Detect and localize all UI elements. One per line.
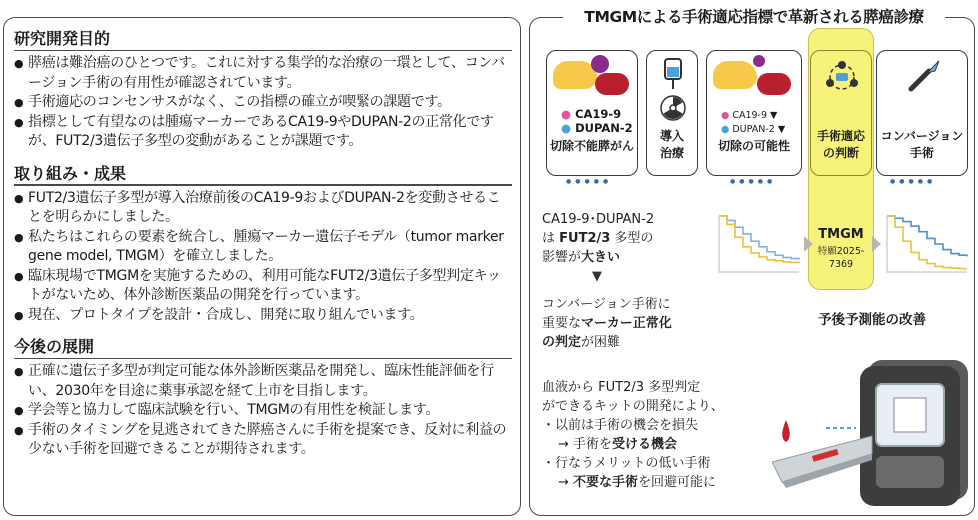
bullet-item: ● 手術のタイミングを見逃されてきた膵癌さんに手術を提案でき、反対に利益の少ない手術を回避できることが期待されます。 — [14, 421, 512, 460]
stage-induction-label-2: 治療 — [659, 146, 684, 160]
bullet-item: ● 正確に遺伝子多型が判定可能な体外診断医薬品を開発し、臨床性能評価を行い、2030年を目途に薬事承認を経て上市を目指します。 — [14, 362, 512, 401]
pancreas-icon — [713, 61, 757, 89]
stage-surgery-label-2: 手術 — [909, 146, 934, 160]
bullet-item: ● 膵癌は難治癌のひとつです。これに対する集学的な治療の一環として、コンバージョン手術の有用性が確認されています。 — [14, 54, 512, 93]
influence-text: CA19-9･DUPAN-2 は FUT2/3 多型の 影響が大きい ▼ — [542, 212, 655, 284]
down-arrow: ▼ — [592, 269, 602, 284]
stage-unresectable-label: 切除不能膵がん — [549, 139, 634, 153]
left-panel — [3, 17, 521, 516]
bullet-item: ● 指標として有望なのは腫瘍マーカーであるCA19-9やDUPAN-2の正常化ですが、FUT2/3遺伝子多型の変動があることが課題です。 — [14, 113, 512, 152]
marker-ca199-down: CA19-9 ▼ — [732, 110, 778, 121]
bullet-list — [14, 54, 512, 152]
tumor-cell-icon — [591, 55, 609, 73]
stage-unresectable: ● CA19-9 ● DUPAN-2 切除不能膵がん — [546, 50, 638, 176]
tmgm-patent-1: 特願2025- — [817, 246, 865, 257]
marker-ca199: CA19-9 — [575, 107, 622, 121]
diagnostic-device-icon — [772, 350, 972, 512]
bullet-list — [14, 362, 512, 460]
timeline-dots-1: ●●●●● — [566, 178, 613, 185]
section-title: 取り組み・成果 — [14, 161, 512, 186]
survival-curve-line — [887, 216, 967, 256]
section-title: 研究開発目的 — [14, 26, 512, 51]
survival-curve-right — [884, 213, 970, 275]
bullet-item: ● 現在、プロトタイプを設計・合成し、開発に取り組んでいます。 — [14, 306, 512, 326]
team-discussion-icon — [825, 59, 859, 93]
stage-decision-label-2: の判断 — [822, 146, 859, 160]
iv-drip-icon — [661, 57, 685, 91]
left-sections — [14, 26, 512, 460]
stage-induction-label-1: 導入 — [659, 129, 684, 143]
bullet-list — [14, 189, 512, 326]
bullet-item: ● 学会等と協力して臨床試験を行い、TMGMの有用性を検証します。 — [14, 401, 512, 421]
stage-surgery-label-1: コンバージョン — [880, 129, 964, 143]
kit-text: 血液から FUT2/3 多型判定 ができるキットの開発により、 ・以前は手術の機会を損失 → 手術を受ける機会 ・行なうメリットの低い手術 → 不要な手術を回避可能に — [542, 380, 724, 490]
bullet-item: ● 手術適応のコンセンサスがなく、この指標の確立が喫緊の課題です。 — [14, 93, 512, 113]
stage-decision-label-1: 手術適応 — [816, 129, 865, 143]
radiation-icon — [660, 95, 686, 121]
bullet-item: ● 私たちはこれらの要素を統合し、腫瘍マーカー遺伝子モデル（tumor marker gene model, TMGM）を確立しました。 — [14, 228, 512, 267]
survival-curve-line — [719, 216, 799, 263]
marker-dupan2-down: DUPAN-2 ▼ — [732, 124, 786, 135]
bullet-item: ● 臨床現場でTMGMを実施するための、利用可能なFUT2/3遺伝子多型判定キットがないため、体外診断医薬品の開発を行っています。 — [14, 267, 512, 306]
tumor-cell-icon — [753, 55, 765, 67]
stage-surgery — [876, 50, 968, 176]
survival-curve-left — [716, 213, 802, 275]
tmgm-box — [810, 227, 872, 271]
chevron-right-icon — [872, 236, 881, 252]
timeline-dots-3: ●●●●● — [890, 178, 937, 185]
survival-curve-line — [887, 216, 967, 269]
prognosis-improvement: 予後予測能の改善 — [818, 312, 926, 328]
difficulty-text: コンバージョン手術に 重要なマーカー正常化 の判定が困難 — [542, 297, 672, 350]
stage-resectable-label: 切除の可能性 — [717, 139, 790, 153]
marker-dupan2: DUPAN-2 — [575, 121, 633, 135]
section-title: 今後の展開 — [14, 334, 512, 359]
stage-decision — [810, 50, 872, 176]
stage-resectable: ● CA19-9 ▼ ● DUPAN-2 ▼ 切除の可能性 — [706, 50, 802, 176]
tmgm-name: TMGM — [818, 227, 864, 242]
blood-vessel-icon — [757, 73, 791, 95]
stage-induction — [646, 50, 698, 176]
blood-vessel-icon — [595, 73, 629, 95]
timeline-dots-2: ●●●●● — [730, 178, 777, 185]
bullet-item: ● FUT2/3遺伝子多型が導入治療前後のCA19-9およびDUPAN-2を変動させることを明らかにしました。 — [14, 189, 512, 228]
tmgm-patent-2: 7369 — [828, 259, 854, 270]
right-panel-title: TMGMによる手術適応指標で革新される膵癌診療 — [563, 5, 945, 27]
scalpel-icon — [907, 57, 943, 93]
